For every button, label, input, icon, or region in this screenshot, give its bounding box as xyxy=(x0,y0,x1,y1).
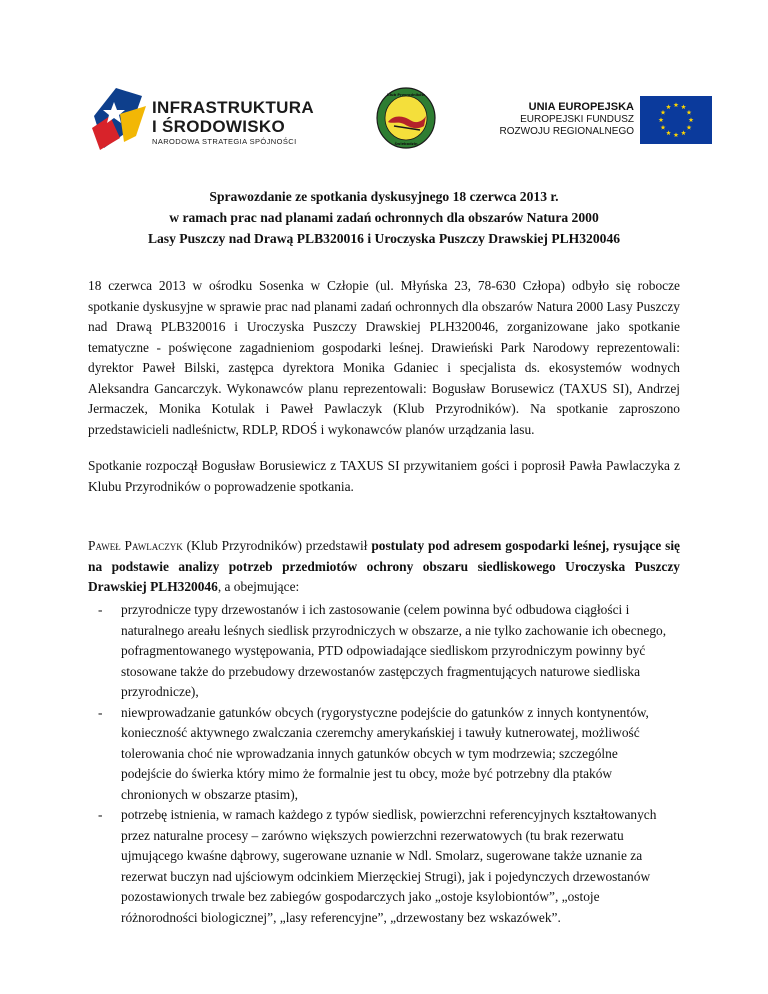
eu-flag-icon xyxy=(640,96,712,144)
eu-line1: UNIA EUROPEJSKA xyxy=(528,101,634,113)
speaker-name: Paweł Pawlaczyk xyxy=(88,538,183,553)
infrastruktura-emblem-icon xyxy=(90,86,150,152)
list-dash: - xyxy=(98,602,103,617)
eu-text xyxy=(478,100,634,138)
report-title xyxy=(80,186,688,249)
infra-logo-line1: INFRASTRUKTURA xyxy=(152,98,314,117)
klub-logo-top-text: Klub Przyrodników xyxy=(387,93,425,97)
list-item xyxy=(88,600,668,703)
postulates-text-a: (Klub Przyrodników) przedstawił xyxy=(182,538,372,553)
list-item-text: przyrodnicze typy drzewostanów i ich zastosowanie (celem powinna być odbudowa ciągłości i naturalnego areału leśnych siedlisk przyrodniczych w obszarze, a nie tylko zachowanie ich obecnego, pofragmentowanego występowania, PTD odpowiadające siedliskom przyrodniczym powinny być stosowane także do przebudowy drzewostanów zastępczych fragmentujących naturowe siedliska przyrodnicze), xyxy=(121,602,667,699)
klub-logo-bottom-text: Świebodzin xyxy=(394,142,418,146)
paragraph-opening: Spotkanie rozpoczął Bogusław Borusiewicz z TAXUS SI przywitaniem gości i poprosił Pawła Pawlaczyka z Klubu Przyrodników o poprowadzenie spotkania. xyxy=(88,458,680,494)
paragraph-intro: 18 czerwca 2013 w ośrodku Sosenka w Człopie (ul. Młyńska 23, 78-630 Człopa) odbyło się robocze spotkanie dyskusyjne w sprawie prac nad planami zadań ochronnych dla obszarów Natura 2000 Lasy Puszczy nad Drawą PLB320016 i Uroczyska Puszczy Drawskiej PLH320046, zorganizowane jako spotkanie tematyczne - poświęcone zagadnieniom gospodarki leśnej. Drawieński Park Narodowy reprezentowali: dyrektor Paweł Bilski, zastępca dyrektora Monika Gdaniec i specjalista ds. ekosystemów wodnych Aleksandra Gancarczyk. Wykonawców planu reprezentowali: Bogusław Borusewicz (TAXUS SI), Andrzej Jermaczek, Monika Kotulak i Paweł Pawlaczyk (Klub Przyrodników). Na spotkanie zaproszono przedstawicieli nadleśnictw, RDLP, RDOŚ i wykonawców planów urządzania lasu. xyxy=(88,278,680,437)
postulates-list xyxy=(88,600,668,928)
list-item-text: potrzebę istnienia, w ramach każdego z typów siedlisk, powierzchni referencyjnych kształtowanych przez naturalne procesy – zarówno większych powierzchni rezerwatowych (tu brak rezerwatu ujmującego kwaśne dąbrowy, sugerowane uznanie w Ndl. Smolarz, sugerowane także uznanie za rezerwat buczyn nad ujściowym odcinkiem Mierzęckiej Strugi), jak i pojedynczych drzewostanów pozostawionych trwale bez zabiegów gospodarczych jako „ostoje ksylobiontów”, „ostoje różnorodności biologicznej”, „lasy referencyjne”, „drzewostany bez wskazówek”. xyxy=(121,807,657,925)
list-item-text: niewprowadzanie gatunków obcych (rygorystyczne podejście do gatunków z innych kontynentów, konieczność aktywnego zwalczania czeremchy amerykańskiej i tawuły kutnerowatej, możliwość tolerowania choć nie wprowadzania innych gatunków obcych w tym modrzewia; szczególne podejście do świerka który mimo że formalnie jest tu obcy, może być potrzebny dla ptaków chronionych w obszarze ptasim), xyxy=(121,704,649,802)
eu-line2: EUROPEJSKI FUNDUSZ xyxy=(520,114,634,125)
title-line3: Lasy Puszczy nad Drawą PLB320016 i Uroczyska Puszczy Drawskiej PLH320046 xyxy=(147,231,621,246)
postulates-bold: postulaty pod adresem gospodarki leśnej, rysujące się na podstawie analizy potrzeb przedmiotów ochrony obszaru siedliskowego Uroczyska Puszczy Drawskiej PLH320046 xyxy=(88,538,681,594)
list-dash: - xyxy=(98,704,103,720)
list-item xyxy=(88,703,668,806)
postulates-text-b: , a obejmujące: xyxy=(217,579,300,594)
eu-line3: ROZWOJU REGIONALNEGO xyxy=(499,126,634,137)
infrastruktura-logo xyxy=(90,86,330,152)
list-dash: - xyxy=(98,807,103,822)
paragraph-postulates xyxy=(88,536,680,598)
klub-przyrodnikow-logo xyxy=(374,86,438,150)
title-line2: w ramach prac nad planami zadań ochronnych dla obszarów Natura 2000 xyxy=(169,210,599,225)
list-item xyxy=(88,805,668,928)
infra-logo-line3: NARODOWA STRATEGIA SPÓJNOŚCI xyxy=(152,137,297,146)
title-line1: Sprawozdanie ze spotkania dyskusyjnego 18 czerwca 2013 r. xyxy=(209,189,559,204)
infra-logo-line2: I ŚRODOWISKO xyxy=(152,117,285,136)
